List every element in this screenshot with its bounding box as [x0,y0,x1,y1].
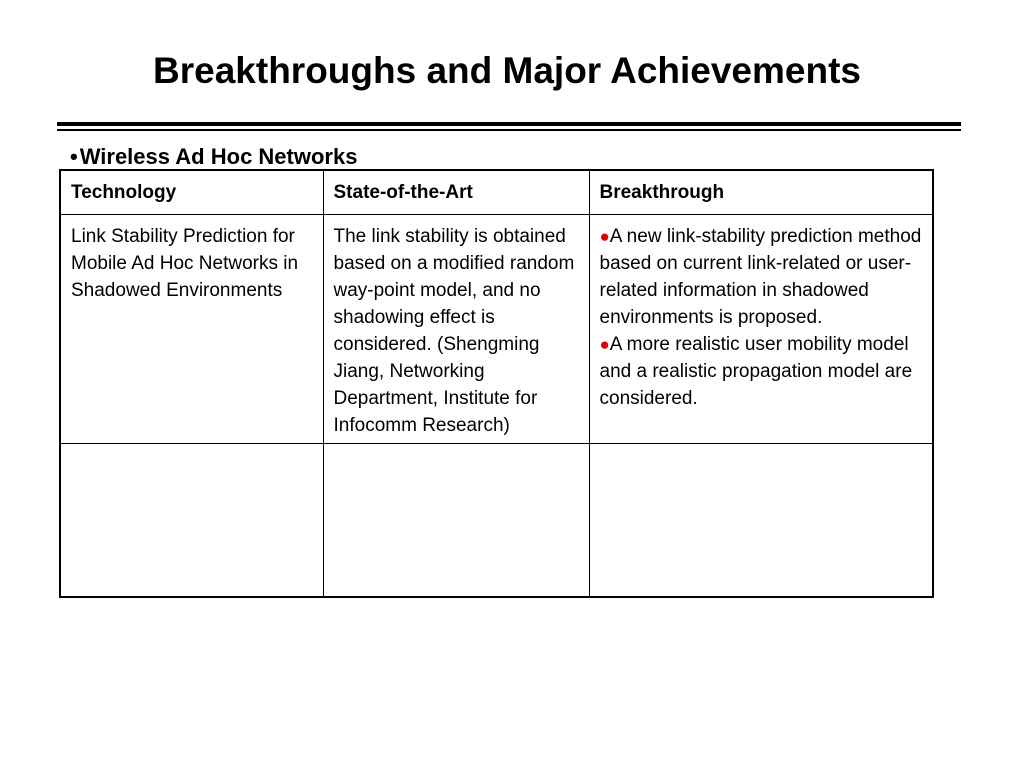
breakthrough-item-text: A more realistic user mobility model and a realistic propagation model are considered. [599,334,913,409]
breakthrough-item [600,223,925,331]
cell-technology: Link Stability Prediction for Mobile Ad Hoc Networks in Shadowed Environments [60,215,323,444]
title-divider-thick [57,122,961,126]
breakthrough-item-text: A new link-stability prediction method based on current link-related or user-related information in shadowed environments is proposed. [599,226,922,328]
column-header-technology: Technology [60,170,323,215]
column-header-breakthrough: Breakthrough [589,170,933,215]
red-bullet-icon: ● [599,227,610,246]
achievements-table [59,169,934,598]
cell-breakthrough [589,215,933,444]
section-bullet: • [70,144,78,169]
cell-state-of-the-art: The link stability is obtained based on a modified random way-point model, and no shadowing effect is considered. (Shengming Jiang, Networking Department, Institute for Infocomm Research) [323,215,589,444]
title-divider-thin [57,129,961,131]
cell-breakthrough-empty [589,444,933,598]
table-row-empty [60,444,933,598]
cell-state-of-the-art-empty [323,444,589,598]
section-heading [70,144,357,170]
section-heading-label: Wireless Ad Hoc Networks [79,144,358,169]
breakthrough-item [600,331,925,412]
table-header-row [60,170,933,215]
red-bullet-icon: ● [599,335,610,354]
slide-title: Breakthroughs and Major Achievements [153,50,861,91]
column-header-state-of-the-art: State-of-the-Art [323,170,589,215]
cell-technology-empty [60,444,323,598]
table-row [60,215,933,444]
